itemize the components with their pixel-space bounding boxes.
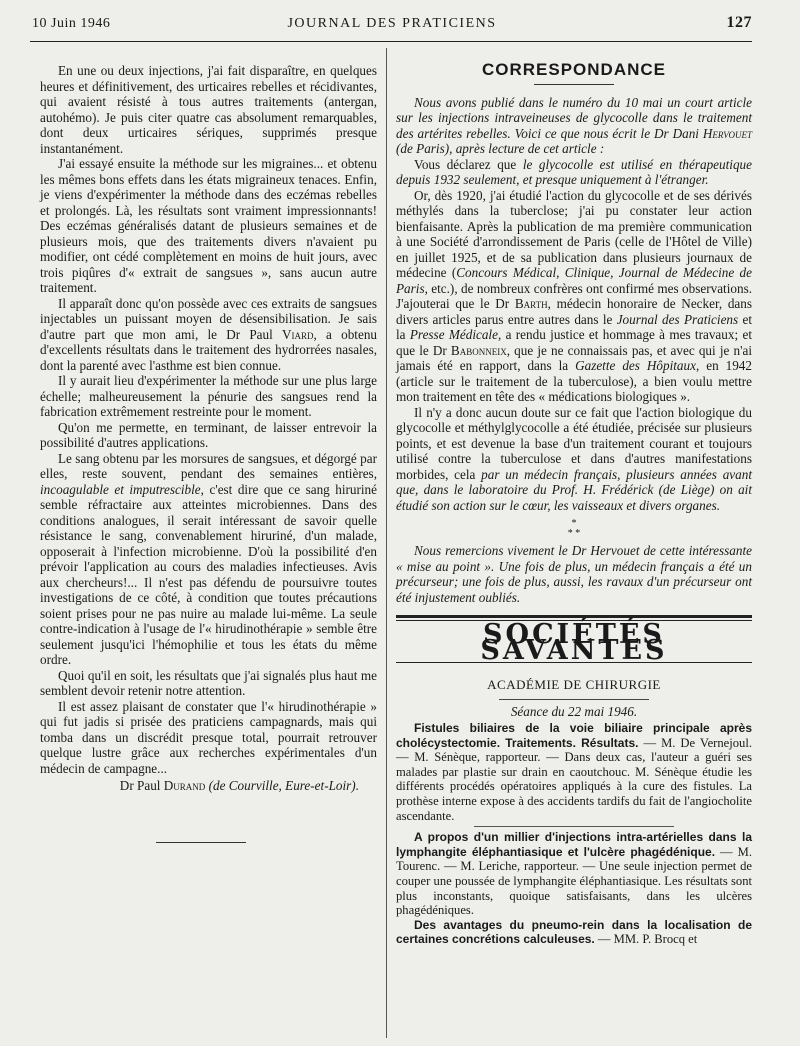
session-entry: Des avantages du pneumo-rein dans la localisation de certaines concrétions calculeuses. — MM. P. Brocq et xyxy=(396,917,752,947)
title-rule xyxy=(534,84,614,85)
issue-date: 10 Juin 1946 xyxy=(32,16,111,31)
paragraph: Il n'y a donc aucun doute sur ce fait que l'action biologique du glycocolle et méthylglycocolle a été étudiée, précisée sur plusieurs points, et est devenue la base d'un traitement courant et toujours utilisé contre la tuberculose et dans d'autres manifestations morbides, cela par un médecin français, plusieurs années avant que, dans le laboratoire du Prof. H. Frédérick (de Liège) on ait étudié son action sur le cœur, les vaisseaux et divers organes. xyxy=(396,404,752,513)
end-rule xyxy=(156,842,246,843)
author-name: Viard xyxy=(282,326,314,342)
paragraph: En une ou deux injections, j'ai fait disparaître, en quelques heures et définitivement, des urticaires rebelles et récidivantes, qui avaient résisté à tous autres traitements (antergan, autohémo). Je puis citer quatre cas absolument remarquables, dont deux urticaires sériques, supprimés presque instantanément. xyxy=(40,63,377,156)
right-column xyxy=(396,60,752,947)
header-rule xyxy=(30,41,752,42)
paragraph: Quoi qu'il en soit, les résultats que j'ai signalés plus haut me semblent devoir retenir notre attention. xyxy=(40,667,377,698)
column-divider xyxy=(386,48,387,1038)
session-entry: A propos d'un millier d'injections intra-artérielles dans la lymphangite éléphantiasique et l'ulcère phagédénique. — M. Tourenc. — M. Leriche, rapporteur. — Une seule injection permet de couper une poussée de lymphangite éléphantiasique. Les résultats sont plus inconstants, quoique satisfaisants, dans les ulcères phagédéniques. xyxy=(396,830,752,918)
asterism: * * * xyxy=(567,518,581,539)
paragraph: Il apparaît donc qu'on possède avec ces extraits de sangsues injectables un puissant moyen de désensibilisation. Je sais d'autre part que mon ami, le Dr Paul Viard, a obtenu d'excellents résultats dans le traitement des hydrorrées nasales, dont la parenté avec l'asthme est bien connue. xyxy=(40,295,378,373)
paragraph: Vous déclarez que le glycocolle est utilisé en thérapeutique depuis 1932 seulement, et presque uniquement à l'étranger. xyxy=(396,156,752,187)
entry-rule xyxy=(474,826,674,827)
correspondance-title: CORRESPONDANCE xyxy=(481,60,667,79)
paragraph: J'ai essayé ensuite la méthode sur les migraines... et obtenu les mêmes bons effets dans les états migraineux tenaces. Enfin, je viens d'expérimenter la méthode dans des eczémas rebelles et prolongés. Là, les résultats sont vraiment impressionnants! Des eczémas généralisés datant de plusieurs semaines et de plusieurs mois, que des traitements divers n'avaient pu modifier, ont cédé complètement en moins de huit jours, avec trois piqûres d'« extrait de sangsues », sans aucun autre traitement. xyxy=(40,156,377,295)
journal-title: JOURNAL DES PRATICIENS xyxy=(287,16,497,31)
academy-heading: ACADÉMIE DE CHIRURGIE xyxy=(487,677,661,692)
page-number: 127 xyxy=(726,14,752,31)
section-rule xyxy=(396,615,752,618)
session-entry: Fistules biliaires de la voie biliaire principale après cholécystectomie. Traitements. Résultats. — M. De Vernejoul. — M. Sénèque, rapporteur. — Dans deux cas, l'auteur a guéri ses malades par plastie sur drain en caoutchouc. M. Sénèque étudie les différents procédés opératoires appliqués à la cure des fistules. La prothèse interne expose à des accidents tardifs du fait de l'angiocholite ascendante. xyxy=(396,721,752,823)
paragraph: Qu'on me permette, en terminant, de laisser entrevoir la possibilité d'autres applications. xyxy=(40,419,377,450)
editor-note: Nous remercions vivement le Dr Hervouet de cette intéressante « mise au point ». Une fois de plus, un médecin français a été un précurseur; une fois de plus, aussi, les ravaux d'un précurseur ont été injustement oubliés. xyxy=(396,543,752,605)
societes-savantes-title: SOCIÉTÉS SAVANTES xyxy=(480,619,668,666)
editor-intro: Nous avons publié dans le numéro du 10 mai un court article sur les injections intraveineuses de glycocolle dans le traitement des artérites rebelles. Voici ce que nous écrit le Dr Dani Hervouet (de Paris), après lecture de cet article : xyxy=(396,94,752,156)
paragraph: Il est assez plaisant de constater que l'« hirudinothérapie » qui fut jadis si prisée des praticiens campagnards, mais qui tomba dans un discrédit presque total, pourrait retrouver quelque lustre grâce aux recherches expérimentales d'un médecin de campagne... xyxy=(40,698,377,776)
paragraph: Il y aurait lieu d'expérimenter la méthode sur une plus large échelle; malheureusement la pénurie des sangsues rend la fabrication extrêmement restreinte pour le moment. xyxy=(40,373,377,419)
heading-rule xyxy=(499,699,649,700)
session-date: Séance du 22 mai 1946. xyxy=(510,703,638,719)
paragraph: Le sang obtenu par les morsures de sangsues, et dégorgé par elles, reste souvent, pendant des semaines entières, incoagulable et imputrescible, c'est dire que ce sang hiruriné semble réfractaire aux atteintes microbiennes. Dans des conditions analogues, il serait intéressant de savoir quelle résistance le sang, convenablement hiruriné, d'un malade, opposerait à l'infection microbienne. D'où la possibilité d'en prévoir l'application au cours des maladies infectieuses. Avis aux chercheurs!... Il n'est pas défendu de poursuivre toutes investigations de ce côté, à condition que toutes précautions soient prises pour ne pas nuire au malade lui-même. La seule contre-indication à l'usage de l'« hirudinothérapie » semble être seulement jusqu'ici l'hémophilie et tous les états du même ordre. xyxy=(40,450,378,667)
left-column xyxy=(40,63,377,843)
paragraph: Or, dès 1920, j'ai étudié l'action du glycocolle et de ses dérivés méthylés dans la tuberclose; j'ai pu constater leur action bienfaisante. Après la publication de ma première communication à une Société d'arrondissement de Paris (celle de l'Hôtel de Ville) en juillet 1925, et de sa publication dans plusieurs journaux de médecine (Concours Médical, Clinique, Journal de Médecine de Paris, etc.), de nombreux confrères ont confirmé mes observations. J'ajouterai que le Dr Barth, médecin honoraire de Necker, dans divers articles parus entre autres dans le Journal des Praticiens et la Presse Médicale, a rendu justice et hommage à mes travaux; et que le Dr Babonneix, que je ne connaissais pas, et avec qui je n'ai jamais été en rapport, dans la Gazette des Hôpitaux, en 1942 (article sur le traitement de la tuberculose), a bien voulu mettre mon traitement en tête des « médications biologiques ». xyxy=(396,187,752,404)
running-header xyxy=(32,14,752,36)
signature: Dr Paul Durand (de Courville, Eure-et-Loir). xyxy=(119,778,359,793)
